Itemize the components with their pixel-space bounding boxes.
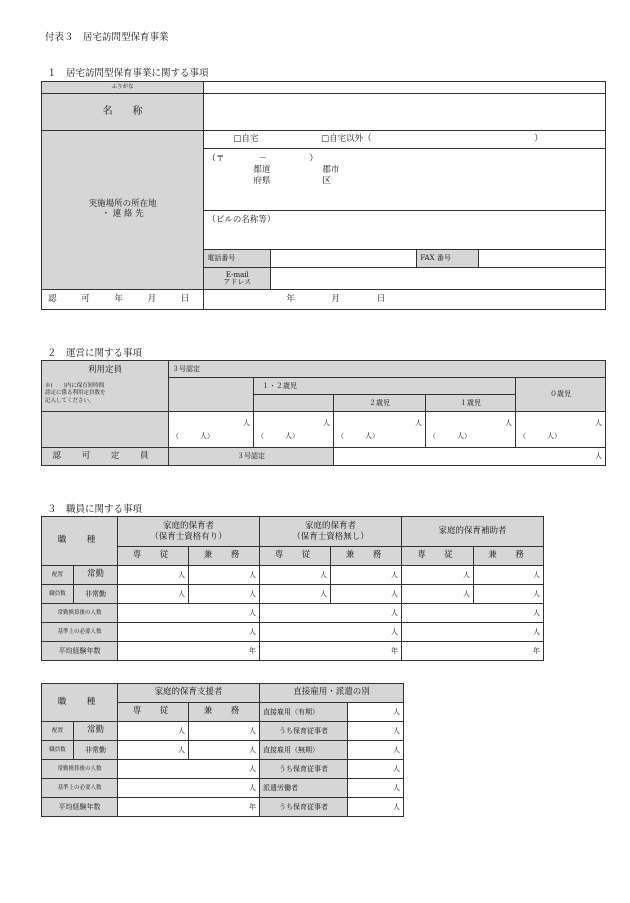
person-unit: 人 — [415, 419, 422, 428]
full-a: 専 従 — [118, 547, 189, 566]
heikin-label-2: 平均経験年数 — [42, 798, 118, 817]
todofuken-label: 都道 — [253, 164, 271, 175]
dual-c: 兼 務 — [474, 547, 544, 566]
age2-header: ２歳児 — [334, 395, 426, 412]
capacity-value-label-cell — [42, 412, 169, 448]
d-kansan-input[interactable]: 人 — [118, 760, 260, 779]
col-d-header: 家庭的保育支援者 — [118, 684, 260, 703]
direct-open-input[interactable]: 人 — [348, 741, 404, 760]
direct-open-hoiku-label: うち保育従事者 — [260, 760, 348, 779]
col-a-header — [118, 517, 260, 547]
dual-a: 兼 務 — [189, 547, 260, 566]
jokin-label: 常勤 — [74, 566, 118, 585]
c-full-jokin-input[interactable]: 人 — [402, 566, 474, 585]
d-dual-hijokin-input[interactable]: 人 — [189, 741, 260, 760]
tel-input[interactable] — [271, 250, 417, 268]
full-d: 専 従 — [118, 703, 189, 722]
jokin-kansan-label-2: 常勤換算後の人数 — [42, 760, 118, 779]
b-kansan-input[interactable]: 人 — [260, 604, 402, 623]
c-kansan-input[interactable]: 人 — [402, 604, 544, 623]
job-type-header: 職 種 — [42, 517, 118, 566]
d-kijun-input[interactable]: 人 — [118, 779, 260, 798]
furigana-label: ふりがな — [42, 82, 204, 94]
a-dual-hijokin-input[interactable]: 人 — [189, 585, 260, 604]
address-input[interactable] — [204, 149, 606, 211]
furigana-input[interactable] — [204, 82, 606, 94]
d-full-jokin-input[interactable]: 人 — [118, 722, 189, 741]
note-line1: ※( )内に保育短時間 — [45, 382, 105, 389]
age1-input[interactable] — [426, 412, 516, 448]
col-b-header — [260, 517, 402, 547]
person-unit: 人 — [505, 419, 512, 428]
capacity-label-cell — [42, 361, 169, 412]
day-label: 日 — [376, 293, 386, 304]
permit-date-input[interactable] — [204, 290, 606, 310]
permit-date-label: 認 可 年 月 日 — [42, 290, 204, 310]
full-b: 専 従 — [260, 547, 331, 566]
section-1-heading: １ 居宅訪問型保育事業に関する事項 — [47, 68, 209, 79]
age0-header: ０歳児 — [516, 378, 606, 412]
shokuin-label: 職員数 — [42, 585, 74, 604]
age12-subtotal-header — [254, 395, 334, 412]
fax-label: FAX 番号 — [417, 250, 479, 268]
person-unit: 人 — [595, 419, 602, 428]
c-kijun-input[interactable]: 人 — [402, 623, 544, 642]
gunshi-label: 郡市 — [322, 164, 340, 175]
dispatch-hoiku-label: うち保育従事者 — [260, 798, 348, 817]
b-full-jokin-input[interactable]: 人 — [260, 566, 331, 585]
jokin-label-2: 常勤 — [74, 722, 118, 741]
a-dual-jokin-input[interactable]: 人 — [189, 566, 260, 585]
direct-fixed-input[interactable]: 人 — [348, 703, 404, 722]
b-kijun-input[interactable]: 人 — [260, 623, 402, 642]
b-dual-jokin-input[interactable]: 人 — [331, 566, 402, 585]
kijun-label: 基準上の必要人数 — [42, 623, 118, 642]
short-hours-input[interactable]: （ 人） — [519, 431, 561, 440]
note-line3: 記入してください。 — [45, 398, 95, 405]
capacity-table — [41, 360, 606, 466]
contact-label: ・ 連 絡 先 — [101, 209, 144, 219]
shokuin-label-2: 職員数 — [42, 741, 74, 760]
age12-header: １・２歳児 — [254, 378, 516, 395]
a-kansan-input[interactable]: 人 — [118, 604, 260, 623]
c-heikin-input[interactable]: 年 — [402, 642, 544, 661]
cert3-total-header — [169, 378, 254, 412]
jokin-kansan-label: 常勤換算後の人数 — [42, 604, 118, 623]
employ-header: 直接雇用・派遣の別 — [260, 684, 404, 703]
short-hours-input[interactable]: （ 人） — [337, 431, 379, 440]
other-close-paren: ） — [534, 133, 543, 144]
staff-table-2 — [41, 683, 404, 817]
age12-total-input[interactable] — [254, 412, 334, 448]
heikin-label: 平均経験年数 — [42, 642, 118, 661]
a-full-hijokin-input[interactable]: 人 — [118, 585, 189, 604]
tel-label: 電話番号 — [204, 250, 271, 268]
ku-label: 区 — [322, 175, 331, 186]
short-hours-input[interactable]: （ 人） — [172, 431, 214, 440]
address-label — [42, 131, 204, 290]
col-c-header: 家庭的保育補助者 — [402, 517, 544, 547]
d-dual-jokin-input[interactable]: 人 — [189, 722, 260, 741]
email-input[interactable] — [271, 268, 606, 290]
month-label: 月 — [331, 293, 341, 304]
staff-table-1 — [41, 516, 544, 661]
hijokin-label-2: 非常勤 — [74, 741, 118, 760]
email-label-line1: E-mail — [225, 270, 249, 279]
b-dual-hijokin-input[interactable]: 人 — [331, 585, 402, 604]
location-type-row[interactable] — [204, 131, 606, 149]
col-a-line1: 家庭的保育者 — [162, 521, 214, 532]
haichi-label-2: 配置 — [42, 722, 74, 741]
page-title: 付表３ 居宅訪問型保育事業 — [45, 32, 169, 43]
col-b-line2: （保育士資格無し） — [292, 531, 369, 542]
dispatch-input[interactable]: 人 — [348, 779, 404, 798]
a-full-jokin-input[interactable]: 人 — [118, 566, 189, 585]
dispatch-label: 派遣労働者 — [260, 779, 348, 798]
direct-open-hoiku-input[interactable]: 人 — [348, 760, 404, 779]
a-kijun-input[interactable]: 人 — [118, 623, 260, 642]
dual-d: 兼 務 — [189, 703, 260, 722]
note-line2: 認定に係る利用定員数を — [45, 390, 106, 397]
direct-fixed-hoiku-label: うち保育従事者 — [260, 722, 348, 741]
full-c: 専 従 — [402, 547, 474, 566]
permit-capacity-label: 認 可 定 員 — [42, 448, 169, 466]
kijun-label-2: 基準上の必要人数 — [42, 779, 118, 798]
d-full-hijokin-input[interactable]: 人 — [118, 741, 189, 760]
todofuken-label-2: 府県 — [253, 175, 271, 186]
job-type-header-2: 職 種 — [42, 684, 118, 722]
name-input[interactable] — [204, 94, 606, 131]
c-full-hijokin-input[interactable]: 人 — [402, 585, 474, 604]
direct-open-label: 直接雇用（無期） — [260, 741, 348, 760]
hijokin-label: 非常勤 — [74, 585, 118, 604]
a-heikin-input[interactable]: 年 — [118, 642, 260, 661]
short-hours-input[interactable]: （ 人） — [257, 431, 299, 440]
permit-capacity-cert3: ３号認定 — [169, 448, 334, 466]
cert3-header: ３号認定 — [169, 361, 606, 378]
age2-input[interactable] — [334, 412, 426, 448]
age1-header: １歳児 — [426, 395, 516, 412]
c-dual-jokin-input[interactable]: 人 — [474, 566, 544, 585]
facility-table — [41, 81, 606, 310]
b-heikin-input[interactable]: 年 — [260, 642, 402, 661]
col-b-line1: 家庭的保育者 — [304, 521, 356, 532]
year-label: 年 — [286, 293, 295, 304]
building-input[interactable]: （ビルの名称等） — [204, 211, 606, 250]
capacity-label: 利用定員 — [87, 365, 122, 375]
section-2-heading: ２ 運営に関する事項 — [47, 348, 143, 359]
email-label — [204, 268, 271, 290]
col-a-line2: （保育士資格有り） — [150, 531, 227, 542]
short-hours-input[interactable]: （ 人） — [429, 431, 471, 440]
fax-input[interactable] — [479, 250, 606, 268]
b-full-hijokin-input[interactable]: 人 — [260, 585, 331, 604]
name-label: 名 称 — [42, 94, 204, 131]
postal-code: （〒 － ） — [207, 154, 318, 164]
age0-input[interactable] — [516, 412, 606, 448]
email-label-line2: アドレス — [223, 277, 252, 286]
c-dual-hijokin-input[interactable]: 人 — [474, 585, 544, 604]
d-heikin-input[interactable]: 年 — [118, 798, 260, 817]
section-3-heading: ３ 職員に関する事項 — [47, 504, 143, 515]
haichi-label: 配置 — [42, 566, 74, 585]
direct-fixed-label: 直接雇用（有期） — [260, 703, 348, 722]
home-checkbox[interactable]: □自宅 — [233, 133, 259, 144]
cert3-total-input[interactable] — [169, 412, 254, 448]
permit-capacity-input[interactable]: 人 — [334, 448, 606, 466]
person-unit: 人 — [243, 419, 250, 428]
direct-fixed-hoiku-input[interactable]: 人 — [348, 722, 404, 741]
dispatch-hoiku-input[interactable]: 人 — [348, 798, 404, 817]
dual-b: 兼 務 — [331, 547, 402, 566]
place-label: 実施場所の所在地 — [88, 199, 157, 210]
other-checkbox[interactable]: □自宅以外（ — [321, 133, 372, 144]
person-unit: 人 — [323, 419, 330, 428]
